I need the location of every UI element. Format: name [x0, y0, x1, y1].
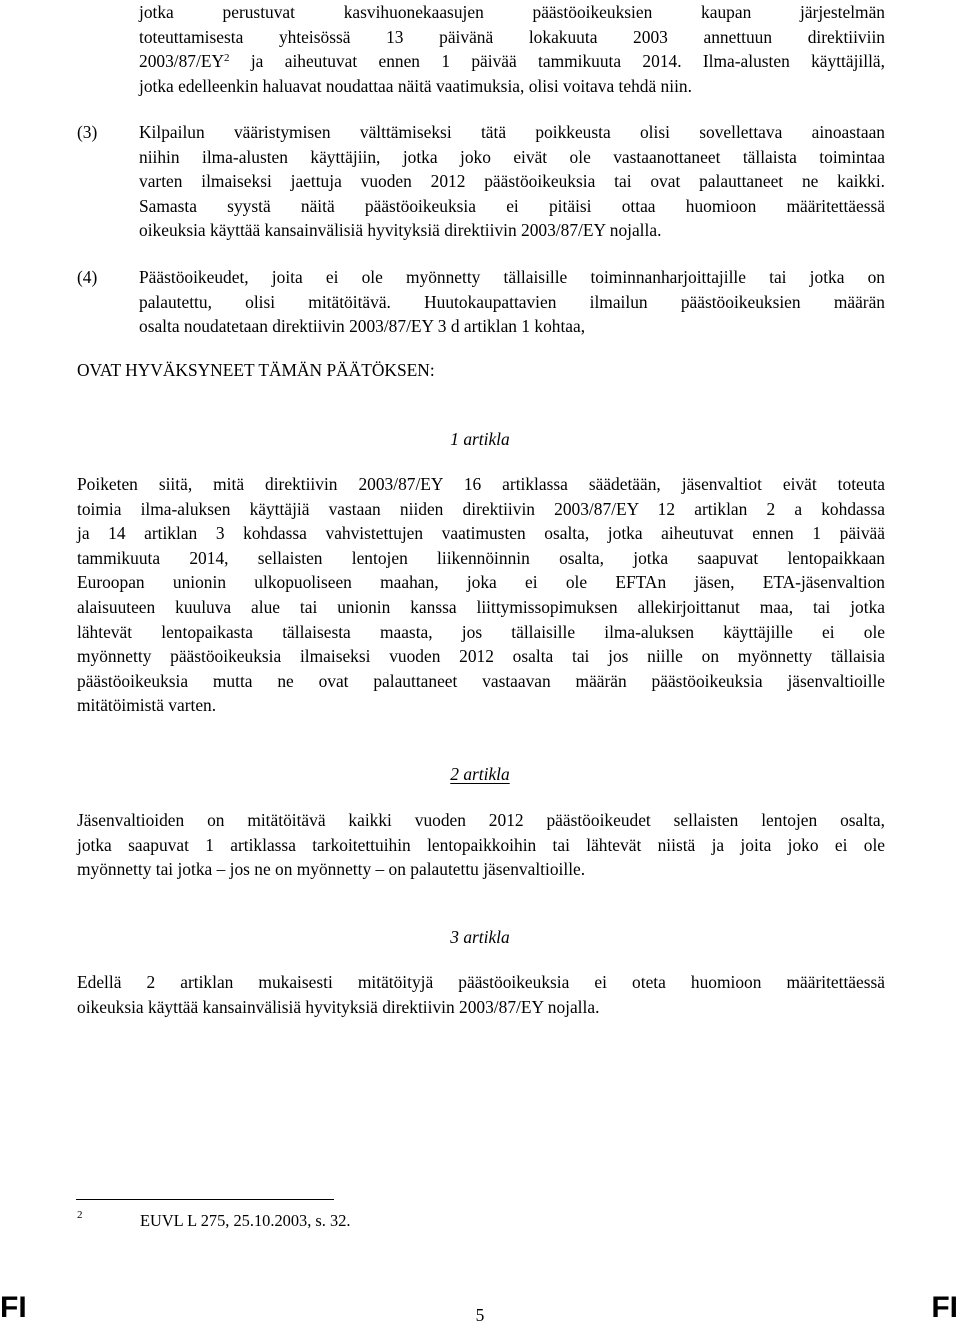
adoption-formula: OVAT HYVÄKSYNEET TÄMÄN PÄÄTÖKSEN:	[77, 360, 435, 380]
intro-line: $2003/87/EY^2$ ja aiheutuvat ennen 1 päivää tammikuuta 2014. Ilma-alusten käyttäjillä,	[139, 51, 885, 72]
article-line: Edellä 2 artiklan mukaisesti mitätöityjä päästöoikeuksia ei oteta huomioon määritettäessä	[77, 972, 885, 992]
recital-line: Päästöoikeudet, joita ei ole myönnetty tällaisille toiminnanharjoittajille tai jotka on	[139, 267, 885, 287]
article-line: myönnetty tai jotka – jos ne on myönnetty – on palautettu jäsenvaltioille.	[77, 859, 586, 880]
article-2-heading: 2 artikla	[450, 764, 510, 784]
recital-line: palautettu, olisi mitätöitävä. Huutokaupattavien ilmailun päästöoikeuksien määrän	[139, 291, 885, 312]
footer-language-left: FI	[0, 1291, 27, 1324]
article-line: mitätöimistä varten.	[77, 695, 217, 716]
recital-line: varten ilmaiseksi jaettuja vuoden 2012 päästöoikeuksia tai ovat palauttaneet ne kaikki.	[139, 171, 885, 192]
footer-language-right: FI	[931, 1291, 958, 1324]
article-3-heading: 3 artikla	[450, 927, 510, 947]
recital-line: Kilpailun vääristymisen välttämiseksi tätä poikkeusta olisi sovellettava ainoastaan	[139, 122, 885, 142]
intro-line: jotka edelleenkin haluavat noudattaa näitä vaatimuksia, olisi voitava tehdä niin.	[139, 75, 692, 96]
intro-line: toteuttamisesta yhteisössä 13 päivänä lokakuuta 2003 annettuun direktiiviin	[139, 26, 885, 47]
recital-line: niihin ilma-alusten käyttäjiin, jotka joko eivät ole vastaanottaneet tällaista toimintaa	[139, 146, 885, 167]
article-line: jotka saapuvat 1 artiklassa tarkoitettuihin lentopaikkoihin tai lähtevät niistä ja joita joko ei ole	[77, 834, 885, 855]
recital-line: Samasta syystä näitä päästöoikeuksia ei pitäisi ottaa huomioon määritettäessä	[139, 195, 885, 216]
footnote-separator	[76, 1199, 334, 1200]
article-line: ja 14 artiklan 3 kohdassa vahvistettujen vaatimusten osalta, jotka aiheutuvat ennen 1 päivää	[77, 523, 885, 544]
article-line: oikeuksia käyttää kansainvälisiä hyvityksiä direktiivin 2003/87/EY nojalla.	[77, 996, 600, 1017]
article-1-heading: 1 artikla	[450, 429, 510, 449]
intro-paragraph	[139, 0, 885, 98]
article-line: Jäsenvaltioiden on mitätöitävä kaikki vuoden 2012 päästöoikeudet sellaisten lentojen osalta,	[77, 810, 885, 830]
intro-line: jotka perustuvat kasvihuonekaasujen päästöoikeuksien kaupan järjestelmän	[139, 2, 885, 22]
article-line: lähtevät lentopaikasta tällaisesta maasta, jos tällaisille ilma-aluksen käyttäjille ei ole	[77, 621, 885, 642]
footnote-number: 2	[77, 1209, 83, 1221]
article-line: alaisuuteen kuuluva alue tai unionin kanssa liittymissopimuksen allekirjoittanut maa, tai jotka	[77, 596, 885, 617]
page-number: 5	[475, 1305, 485, 1325]
recital-line: oikeuksia käyttää kansainvälisiä hyvityksiä direktiivin 2003/87/EY nojalla.	[139, 220, 662, 241]
article-line: Poiketen siitä, mitä direktiivin 2003/87/EY 16 artiklassa säädetään, jäsenvaltiot eivät toteuta	[77, 474, 885, 494]
article-line: myönnetty päästöoikeuksia ilmaiseksi vuoden 2012 osalta tai jos niille on myönnetty tällaisia	[77, 646, 885, 667]
article-line: tammikuuta 2014, sellaisten lentojen liikennöinnin osalta, jotka saapuvat lentopaikkaan	[77, 547, 885, 568]
article-line: päästöoikeuksia mutta ne ovat palauttaneet vastaavan määrän päästöoikeuksia jäsenvaltioille	[77, 670, 885, 691]
recital-line: osalta noudatetaan direktiivin 2003/87/EY 3 d artiklan 1 kohtaa,	[139, 316, 586, 337]
recital-4	[139, 265, 885, 339]
recital-number: (3)	[77, 122, 98, 142]
footnote-ref: 2	[224, 52, 230, 65]
article-line: toimia ilma-aluksen käyttäjiä vastaan niiden direktiivin 2003/87/EY 12 artiklan 2 a kohdassa	[77, 498, 885, 519]
footnote-text: EUVL L 275, 25.10.2003, s. 32.	[140, 1211, 351, 1230]
recital-number: (4)	[77, 267, 98, 287]
recital-3	[139, 120, 885, 243]
article-line: Euroopan unionin ulkopuoliseen maahan, joka ei ole EFTAn jäsen, ETA-jäsenvaltion	[77, 572, 885, 593]
article-3-body	[77, 970, 885, 1019]
article-1-body	[77, 472, 885, 718]
article-2-body	[77, 808, 885, 882]
